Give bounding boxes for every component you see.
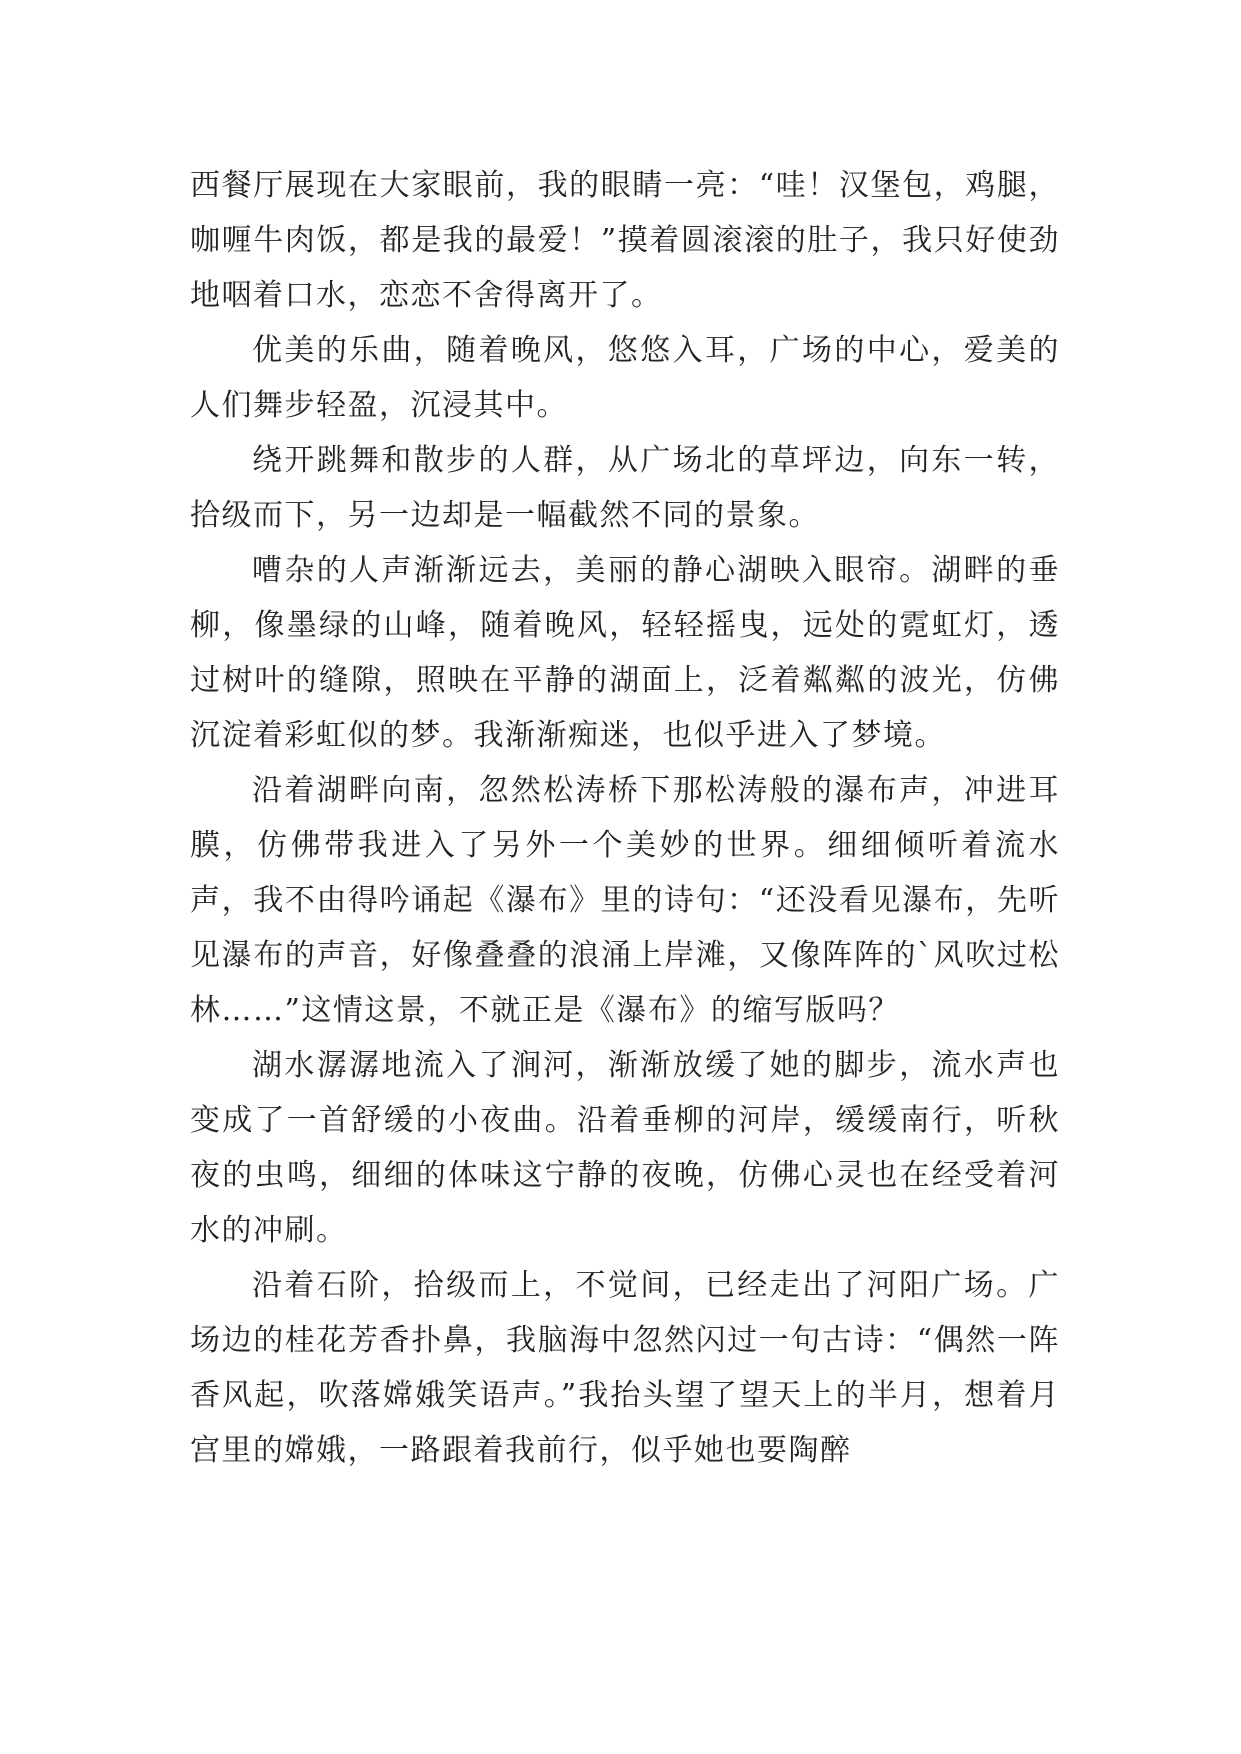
paragraph-1: 西餐厅展现在大家眼前，我的眼睛一亮：“哇！汉堡包，鸡腿，咖喱牛肉饭，都是我的最爱！”摸着圆滚滚的肚子，我只好使劲地咽着口水，恋恋不舍得离开了。: [190, 168, 1060, 313]
paragraph-2: 优美的乐曲，随着晚风，悠悠入耳，广场的中心，爱美的人们舞步轻盈，沉浸其中。: [190, 333, 1060, 423]
document-body: [190, 158, 1060, 1478]
paragraph-5: 沿着湖畔向南，忽然松涛桥下那松涛般的瀑布声，冲进耳膜，仿佛带我进入了另外一个美妙的世界。细细倾听着流水声，我不由得吟诵起《瀑布》里的诗句：“还没看见瀑布，先听见瀑布的声音，好像叠叠的浪涌上岸滩，又像阵阵的`风吹过松林……”这情这景，不就正是《瀑布》的缩写版吗？: [190, 773, 1060, 1028]
paragraph-4: 嘈杂的人声渐渐远去，美丽的静心湖映入眼帘。湖畔的垂柳，像墨绿的山峰，随着晚风，轻轻摇曳，远处的霓虹灯，透过树叶的缝隙，照映在平静的湖面上，泛着粼粼的波光，仿佛沉淀着彩虹似的梦。我渐渐痴迷，也似乎进入了梦境。: [190, 553, 1060, 753]
paragraph-3: 绕开跳舞和散步的人群，从广场北的草坪边，向东一转，拾级而下，另一边却是一幅截然不同的景象。: [190, 443, 1060, 533]
paragraph-7: 沿着石阶，拾级而上，不觉间，已经走出了河阳广场。广场边的桂花芳香扑鼻，我脑海中忽然闪过一句古诗：“偶然一阵香风起，吹落嫦娥笑语声。”我抬头望了望天上的半月，想着月宫里的嫦娥，一路跟着我前行，似乎她也要陶醉: [190, 1268, 1060, 1468]
paragraph-6: 湖水潺潺地流入了涧河，渐渐放缓了她的脚步，流水声也变成了一首舒缓的小夜曲。沿着垂柳的河岸，缓缓南行，听秋夜的虫鸣，细细的体味这宁静的夜晚，仿佛心灵也在经受着河水的冲刷。: [190, 1048, 1060, 1248]
